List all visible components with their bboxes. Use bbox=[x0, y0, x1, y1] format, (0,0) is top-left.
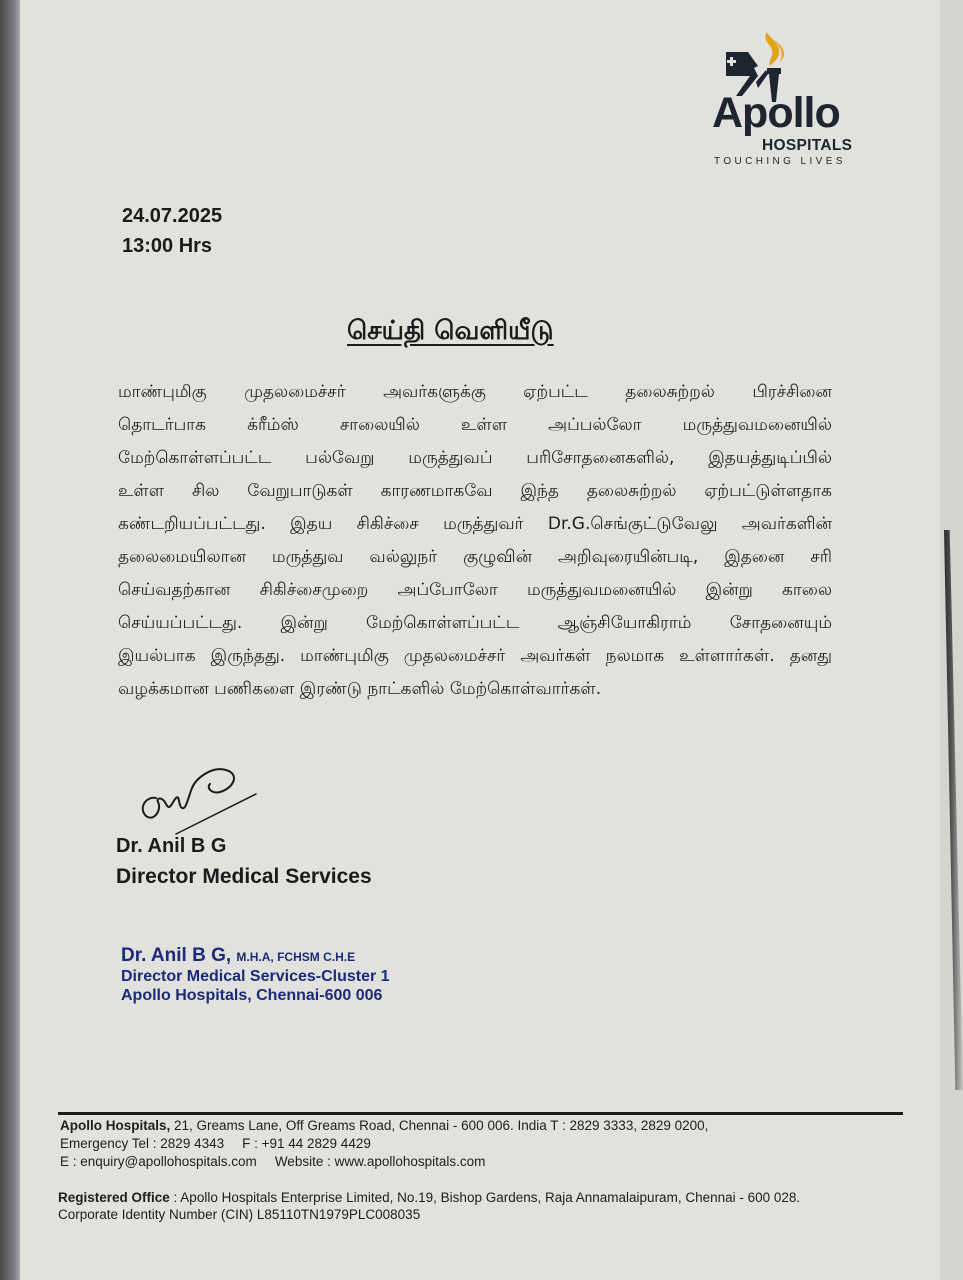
body-line: தலைமையிலான மருத்துவ வல்லுநர் குழுவின் அறிவுரையின்படி, இதனை சரி bbox=[118, 547, 832, 567]
footer-web-line bbox=[60, 1153, 708, 1171]
signatory-name: Dr. Anil B G bbox=[116, 835, 227, 857]
body-line: மேற்கொள்ளப்பட்ட பல்வேறு மருத்துவப் பரிசோதனைகளில், இதயத்துடிப்பில் bbox=[118, 448, 832, 468]
footer-org: Apollo Hospitals, bbox=[60, 1118, 171, 1133]
footer-address: 21, Greams Lane, Off Greams Road, Chennai - 600 006. India T : 2829 3333, 2829 0200, bbox=[174, 1118, 709, 1133]
footer-divider bbox=[58, 1112, 903, 1115]
stamp-credentials: M.H.A, FCHSM C.H.E bbox=[236, 950, 356, 964]
footer-website: Website : www.apollohospitals.com bbox=[274, 1154, 486, 1169]
apollo-logo bbox=[712, 30, 862, 170]
footer-address-line bbox=[60, 1117, 708, 1135]
body-line: மாண்புமிகு முதலமைச்சர் அவர்களுக்கு ஏற்பட்ட தலைசுற்றல் பிரச்சினை bbox=[118, 382, 832, 402]
body-line: கண்டறியப்பட்டது. இதய சிகிச்சை மருத்துவர் Dr.G.செங்குட்டுவேலு அவர்களின் bbox=[118, 514, 832, 534]
release-date: 24.07.2025 bbox=[122, 205, 223, 227]
background-edge-left bbox=[0, 0, 20, 1280]
logo-tagline: TOUCHING LIVES bbox=[714, 156, 846, 167]
date-block bbox=[122, 201, 222, 261]
body-line: வழக்கமான பணிகளை இரண்டு நாட்களில் மேற்கொள்வார்கள். bbox=[118, 679, 602, 699]
body-line: தொடர்பாக க்ரீம்ஸ் சாலையில் உள்ள அப்பல்லோ மருத்துவமனையில் bbox=[118, 415, 832, 435]
press-release-body bbox=[118, 376, 832, 706]
release-time: 13:00 Hrs bbox=[122, 235, 213, 257]
body-line: செய்யப்பட்டது. இன்று மேற்கொள்ளப்பட்ட ஆஞ்சியோகிராம் சோதனையும் bbox=[118, 613, 832, 633]
registered-office-line bbox=[58, 1189, 800, 1206]
footer-fax: F : +91 44 2829 4429 bbox=[242, 1136, 371, 1151]
stamp-name-line bbox=[121, 946, 390, 967]
footer-phone-line bbox=[60, 1135, 708, 1153]
cin-line: Corporate Identity Number (CIN) L85110TN1979PLC008035 bbox=[58, 1207, 421, 1222]
logo-wordmark: Apollo bbox=[712, 89, 840, 137]
handwritten-signature-icon bbox=[116, 758, 266, 838]
footer-registered bbox=[58, 1189, 800, 1223]
footer-emergency: Emergency Tel : 2829 4343 bbox=[60, 1136, 225, 1151]
footer-email: E : enquiry@apollohospitals.com bbox=[60, 1154, 257, 1169]
body-line: உள்ள சில வேறுபாடுகள் காரணமாகவே இந்த தலைசுற்றல் ஏற்பட்டுள்ளதாக bbox=[118, 481, 832, 501]
registered-office-address: : Apollo Hospitals Enterprise Limited, No.19, Bishop Gardens, Raja Annamalaipuram, Chennai - 600 028. bbox=[169, 1190, 801, 1205]
official-stamp bbox=[121, 946, 390, 1005]
body-line: இயல்பாக இருந்தது. மாண்புமிகு முதலமைச்சர் அவர்கள் நலமாக உள்ளார்கள். தனது bbox=[118, 646, 832, 666]
body-line: செய்வதற்கான சிகிச்சைமுறை அப்போலோ மருத்துவமனையில் இன்று காலை bbox=[118, 580, 832, 600]
signatory-title: Director Medical Services bbox=[116, 865, 372, 888]
footer-contact bbox=[60, 1117, 708, 1171]
stamp-address: Apollo Hospitals, Chennai-600 006 bbox=[121, 987, 383, 1004]
document-title: செய்தி வெளியீடு bbox=[347, 316, 554, 346]
stamp-designation: Director Medical Services-Cluster 1 bbox=[121, 968, 390, 985]
logo-subtitle: HOSPITALS bbox=[762, 137, 853, 154]
registered-office-label: Registered Office bbox=[58, 1190, 170, 1205]
stamp-name: Dr. Anil B G, bbox=[121, 945, 232, 966]
